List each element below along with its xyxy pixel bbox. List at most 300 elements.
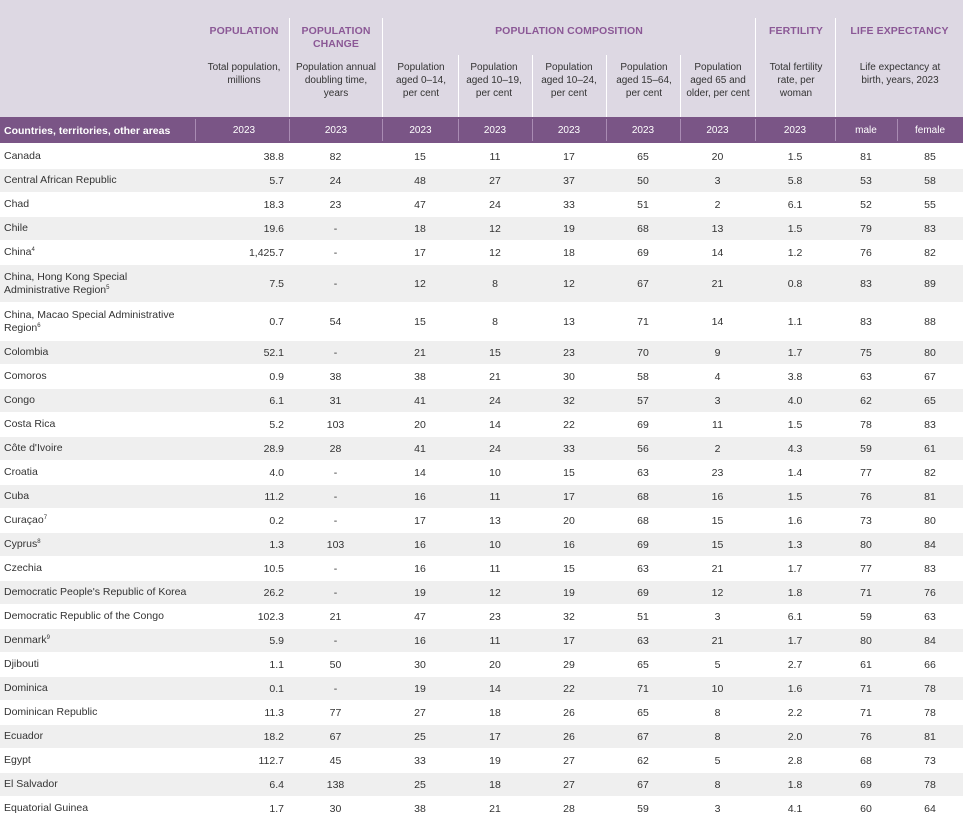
- life-expectancy-male-cell: 59: [835, 437, 897, 461]
- aged-15-64-cell: 58: [606, 365, 680, 389]
- divider: [680, 119, 681, 141]
- aged-65-cell: 9: [680, 341, 755, 365]
- aged-65-cell: 13: [680, 217, 755, 241]
- country-name: Cuba: [4, 490, 30, 502]
- country-cell: [0, 413, 195, 437]
- life-expectancy-male-cell: 77: [835, 461, 897, 485]
- country-cell: [0, 365, 195, 389]
- aged-10-19-cell: 8: [458, 265, 532, 303]
- aged-65-cell: 23: [680, 461, 755, 485]
- aged-15-64-cell: 70: [606, 341, 680, 365]
- aged-15-64-cell: 63: [606, 629, 680, 653]
- table-row: [0, 365, 963, 389]
- aged-10-24-cell: 27: [532, 773, 606, 797]
- fertility-rate-cell: 0.8: [755, 265, 835, 303]
- life-expectancy-female-cell: 66: [897, 653, 963, 677]
- aged-0-14-cell: 16: [382, 557, 458, 581]
- population-cell: 112.7: [195, 749, 289, 773]
- group-life-expectancy: LIFE EXPECTANCY: [850, 25, 949, 37]
- doubling-time-cell: 77: [289, 701, 382, 725]
- country-name: Chad: [4, 198, 30, 210]
- aged-65-cell: 5: [680, 749, 755, 773]
- life-expectancy-male-cell: 52: [835, 193, 897, 217]
- doubling-time-cell: 28: [289, 437, 382, 461]
- aged-65-cell: 3: [680, 169, 755, 193]
- fertility-rate-cell: 4.3: [755, 437, 835, 461]
- population-cell: 0.7: [195, 303, 289, 341]
- table-row: [0, 653, 963, 677]
- life-expectancy-female-cell: 78: [897, 677, 963, 701]
- aged-15-64-cell: 56: [606, 437, 680, 461]
- table-row: [0, 169, 963, 193]
- country-cell: [0, 797, 195, 821]
- aged-15-64-cell: 69: [606, 241, 680, 265]
- aged-65-cell: 16: [680, 485, 755, 509]
- divider: [680, 55, 681, 117]
- fertility-rate-cell: 1.5: [755, 413, 835, 437]
- aged-0-14-cell: 25: [382, 725, 458, 749]
- aged-0-14-cell: 48: [382, 169, 458, 193]
- aged-10-24-cell: 32: [532, 389, 606, 413]
- population-cell: 10.5: [195, 557, 289, 581]
- life-expectancy-female-cell: 81: [897, 485, 963, 509]
- country-name: Czechia: [4, 562, 42, 574]
- doubling-time-cell: 82: [289, 145, 382, 169]
- life-expectancy-female-cell: 82: [897, 461, 963, 485]
- doubling-time-cell: -: [289, 629, 382, 653]
- aged-10-19-cell: 27: [458, 169, 532, 193]
- table-row: [0, 509, 963, 533]
- country-cell: [0, 437, 195, 461]
- footnote-marker: 6: [37, 322, 41, 329]
- aged-15-64-cell: 71: [606, 303, 680, 341]
- life-expectancy-male-cell: 71: [835, 581, 897, 605]
- divider: [835, 18, 836, 117]
- divider: [606, 119, 607, 141]
- column-year-bar: [0, 117, 963, 143]
- aged-15-64-cell: 57: [606, 389, 680, 413]
- aged-65-cell: 14: [680, 303, 755, 341]
- aged-15-64-cell: 65: [606, 653, 680, 677]
- country-cell: [0, 653, 195, 677]
- population-cell: 7.5: [195, 265, 289, 303]
- year-label: 2023: [232, 125, 256, 136]
- country-name: Costa Rica: [4, 418, 56, 430]
- table-row: [0, 749, 963, 773]
- country-cell: [0, 169, 195, 193]
- life-expectancy-male-cell: 83: [835, 265, 897, 303]
- country-name: Ecuador: [4, 730, 44, 742]
- country-name: China: [4, 246, 32, 258]
- doubling-time-cell: 24: [289, 169, 382, 193]
- life-expectancy-male-cell: 68: [835, 749, 897, 773]
- life-expectancy-male-cell: 76: [835, 725, 897, 749]
- divider: [289, 18, 290, 117]
- aged-15-64-cell: 68: [606, 217, 680, 241]
- subhead-aged-10-24: Population aged 10–24, per cent: [541, 62, 597, 99]
- population-cell: 1,425.7: [195, 241, 289, 265]
- aged-10-24-cell: 33: [532, 437, 606, 461]
- divider: [382, 18, 383, 117]
- life-expectancy-male-cell: 83: [835, 303, 897, 341]
- country-cell: [0, 749, 195, 773]
- fertility-rate-cell: 1.1: [755, 303, 835, 341]
- aged-65-cell: 10: [680, 677, 755, 701]
- divider: [289, 119, 290, 141]
- data-table: [0, 145, 963, 821]
- aged-65-cell: 21: [680, 629, 755, 653]
- group-population: POPULATION: [209, 25, 279, 37]
- divider: [835, 119, 836, 141]
- year-label: 2023: [483, 125, 507, 136]
- aged-10-24-cell: 19: [532, 581, 606, 605]
- aged-0-14-cell: 47: [382, 605, 458, 629]
- doubling-time-cell: -: [289, 217, 382, 241]
- fertility-rate-cell: 1.5: [755, 485, 835, 509]
- table-row: [0, 701, 963, 725]
- subhead-doubling-time: Population annual doubling time, years: [295, 62, 377, 99]
- life-expectancy-female-cell: 67: [897, 365, 963, 389]
- table-row: [0, 241, 963, 265]
- aged-65-cell: 2: [680, 193, 755, 217]
- life-expectancy-female-cell: 81: [897, 725, 963, 749]
- aged-0-14-cell: 30: [382, 653, 458, 677]
- aged-0-14-cell: 33: [382, 749, 458, 773]
- group-fertility: FERTILITY: [769, 25, 823, 37]
- doubling-time-cell: -: [289, 241, 382, 265]
- life-expectancy-female-cell: 83: [897, 413, 963, 437]
- aged-10-19-cell: 13: [458, 509, 532, 533]
- country-name: Cyprus: [4, 538, 38, 550]
- aged-10-19-cell: 24: [458, 437, 532, 461]
- life-expectancy-male-cell: 80: [835, 629, 897, 653]
- country-name: Democratic People's Republic of Korea: [4, 586, 187, 598]
- country-cell: [0, 341, 195, 365]
- country-name: China, Hong Kong Special Administrative Region: [4, 270, 128, 296]
- population-cell: 11.3: [195, 701, 289, 725]
- aged-65-cell: 15: [680, 533, 755, 557]
- aged-0-14-cell: 15: [382, 145, 458, 169]
- doubling-time-cell: 54: [289, 303, 382, 341]
- life-expectancy-female-cell: 82: [897, 241, 963, 265]
- fertility-rate-cell: 3.8: [755, 365, 835, 389]
- table-row: [0, 461, 963, 485]
- aged-15-64-cell: 63: [606, 557, 680, 581]
- aged-10-24-cell: 33: [532, 193, 606, 217]
- life-expectancy-female-cell: 63: [897, 605, 963, 629]
- aged-10-19-cell: 10: [458, 533, 532, 557]
- country-name: Comoros: [4, 370, 47, 382]
- aged-10-24-cell: 27: [532, 749, 606, 773]
- country-cell: [0, 533, 195, 557]
- life-expectancy-female-cell: 61: [897, 437, 963, 461]
- table-row: [0, 773, 963, 797]
- aged-0-14-cell: 25: [382, 773, 458, 797]
- country-cell: [0, 217, 195, 241]
- country-cell: [0, 725, 195, 749]
- population-cell: 18.3: [195, 193, 289, 217]
- fertility-rate-cell: 1.5: [755, 217, 835, 241]
- footnote-marker: 4: [31, 247, 35, 253]
- aged-10-19-cell: 10: [458, 461, 532, 485]
- population-cell: 0.2: [195, 509, 289, 533]
- aged-0-14-cell: 19: [382, 677, 458, 701]
- aged-15-64-cell: 67: [606, 265, 680, 303]
- aged-65-cell: 5: [680, 653, 755, 677]
- population-cell: 1.3: [195, 533, 289, 557]
- fertility-rate-cell: 2.2: [755, 701, 835, 725]
- table-row: [0, 581, 963, 605]
- population-cell: 6.1: [195, 389, 289, 413]
- aged-10-19-cell: 14: [458, 413, 532, 437]
- group-population-change: POPULATION CHANGE: [301, 25, 371, 50]
- life-expectancy-female-cell: 85: [897, 145, 963, 169]
- aged-10-19-cell: 15: [458, 341, 532, 365]
- life-expectancy-male-cell: 53: [835, 169, 897, 193]
- aged-10-24-cell: 15: [532, 461, 606, 485]
- population-cell: 102.3: [195, 605, 289, 629]
- footnote-marker: 5: [106, 284, 110, 291]
- doubling-time-cell: 38: [289, 365, 382, 389]
- fertility-rate-cell: 1.4: [755, 461, 835, 485]
- country-name: Egypt: [4, 754, 31, 766]
- footnote-marker: 8: [37, 539, 41, 545]
- aged-15-64-cell: 62: [606, 749, 680, 773]
- aged-10-19-cell: 20: [458, 653, 532, 677]
- life-expectancy-male-cell: 69: [835, 773, 897, 797]
- divider: [755, 18, 756, 117]
- aged-10-24-cell: 22: [532, 677, 606, 701]
- country-name: Chile: [4, 222, 28, 234]
- country-name: Curaçao: [4, 514, 44, 526]
- fertility-rate-cell: 5.8: [755, 169, 835, 193]
- aged-10-19-cell: 23: [458, 605, 532, 629]
- aged-10-24-cell: 18: [532, 241, 606, 265]
- life-expectancy-female-cell: 89: [897, 265, 963, 303]
- population-cell: 1.7: [195, 797, 289, 821]
- aged-10-24-cell: 19: [532, 217, 606, 241]
- country-cell: [0, 389, 195, 413]
- year-label: 2023: [409, 125, 432, 136]
- aged-65-cell: 8: [680, 701, 755, 725]
- life-expectancy-male-cell: 81: [835, 145, 897, 169]
- table-row: [0, 217, 963, 241]
- aged-10-19-cell: 19: [458, 749, 532, 773]
- countries-column-label: Countries, territories, other areas: [4, 125, 171, 137]
- subhead-aged-10-19: Population aged 10–19, per cent: [466, 62, 522, 99]
- population-cell: 5.9: [195, 629, 289, 653]
- subhead-aged-0-14: Population aged 0–14, per cent: [395, 62, 447, 99]
- fertility-rate-cell: 1.7: [755, 629, 835, 653]
- country-name: El Salvador: [4, 778, 58, 790]
- subhead-aged-15-64: Population aged 15–64, per cent: [616, 62, 672, 99]
- life-expectancy-female-cell: 80: [897, 341, 963, 365]
- population-cell: 26.2: [195, 581, 289, 605]
- divider: [458, 55, 459, 117]
- aged-0-14-cell: 20: [382, 413, 458, 437]
- population-cell: 0.1: [195, 677, 289, 701]
- country-cell: [0, 773, 195, 797]
- life-expectancy-male-cell: 63: [835, 365, 897, 389]
- life-expectancy-female-cell: 83: [897, 217, 963, 241]
- life-expectancy-female-cell: 88: [897, 303, 963, 341]
- population-cell: 19.6: [195, 217, 289, 241]
- country-cell: [0, 303, 195, 341]
- population-cell: 0.9: [195, 365, 289, 389]
- aged-0-14-cell: 19: [382, 581, 458, 605]
- aged-10-19-cell: 12: [458, 241, 532, 265]
- doubling-time-cell: 138: [289, 773, 382, 797]
- male-label: male: [855, 125, 877, 136]
- doubling-time-cell: 50: [289, 653, 382, 677]
- divider: [458, 119, 459, 141]
- doubling-time-cell: 30: [289, 797, 382, 821]
- aged-65-cell: 15: [680, 509, 755, 533]
- aged-10-19-cell: 14: [458, 677, 532, 701]
- country-cell: [0, 605, 195, 629]
- fertility-rate-cell: 2.0: [755, 725, 835, 749]
- population-cell: 1.1: [195, 653, 289, 677]
- aged-15-64-cell: 71: [606, 677, 680, 701]
- aged-10-19-cell: 11: [458, 145, 532, 169]
- aged-15-64-cell: 63: [606, 461, 680, 485]
- country-cell: [0, 265, 195, 303]
- footnote-marker: 9: [46, 635, 50, 641]
- life-expectancy-male-cell: 71: [835, 701, 897, 725]
- aged-0-14-cell: 21: [382, 341, 458, 365]
- aged-0-14-cell: 38: [382, 797, 458, 821]
- fertility-rate-cell: 2.7: [755, 653, 835, 677]
- aged-15-64-cell: 69: [606, 533, 680, 557]
- table-row: [0, 145, 963, 169]
- doubling-time-cell: -: [289, 581, 382, 605]
- aged-0-14-cell: 16: [382, 629, 458, 653]
- fertility-rate-cell: 1.6: [755, 677, 835, 701]
- aged-15-64-cell: 50: [606, 169, 680, 193]
- aged-10-24-cell: 28: [532, 797, 606, 821]
- aged-65-cell: 2: [680, 437, 755, 461]
- aged-65-cell: 21: [680, 557, 755, 581]
- fertility-rate-cell: 1.8: [755, 581, 835, 605]
- aged-10-24-cell: 20: [532, 509, 606, 533]
- life-expectancy-female-cell: 55: [897, 193, 963, 217]
- aged-65-cell: 14: [680, 241, 755, 265]
- country-cell: [0, 581, 195, 605]
- population-cell: 52.1: [195, 341, 289, 365]
- aged-10-24-cell: 26: [532, 725, 606, 749]
- country-cell: [0, 557, 195, 581]
- population-cell: 28.9: [195, 437, 289, 461]
- doubling-time-cell: -: [289, 677, 382, 701]
- table-row: [0, 557, 963, 581]
- aged-10-24-cell: 15: [532, 557, 606, 581]
- aged-0-14-cell: 14: [382, 461, 458, 485]
- table-row: [0, 413, 963, 437]
- life-expectancy-female-cell: 73: [897, 749, 963, 773]
- divider: [897, 119, 898, 141]
- life-expectancy-male-cell: 76: [835, 485, 897, 509]
- table-row: [0, 303, 963, 341]
- aged-65-cell: 3: [680, 797, 755, 821]
- aged-0-14-cell: 27: [382, 701, 458, 725]
- aged-0-14-cell: 41: [382, 437, 458, 461]
- country-cell: [0, 145, 195, 169]
- life-expectancy-female-cell: 58: [897, 169, 963, 193]
- year-label: 2023: [706, 125, 729, 136]
- doubling-time-cell: 67: [289, 725, 382, 749]
- fertility-rate-cell: 1.3: [755, 533, 835, 557]
- table-row: [0, 193, 963, 217]
- aged-10-19-cell: 11: [458, 629, 532, 653]
- table-row: [0, 605, 963, 629]
- country-name: Côte d'Ivoire: [4, 442, 63, 454]
- table-row: [0, 341, 963, 365]
- aged-15-64-cell: 65: [606, 145, 680, 169]
- population-cell: 4.0: [195, 461, 289, 485]
- aged-15-64-cell: 69: [606, 581, 680, 605]
- aged-10-19-cell: 17: [458, 725, 532, 749]
- divider: [382, 119, 383, 141]
- country-name: Canada: [4, 150, 41, 162]
- aged-10-24-cell: 17: [532, 629, 606, 653]
- population-cell: 5.2: [195, 413, 289, 437]
- year-label: 2023: [324, 125, 348, 136]
- aged-10-19-cell: 24: [458, 193, 532, 217]
- aged-10-24-cell: 26: [532, 701, 606, 725]
- aged-15-64-cell: 51: [606, 193, 680, 217]
- life-expectancy-female-cell: 83: [897, 557, 963, 581]
- aged-10-24-cell: 13: [532, 303, 606, 341]
- divider: [755, 119, 756, 141]
- life-expectancy-female-cell: 84: [897, 629, 963, 653]
- table-row: [0, 677, 963, 701]
- aged-10-24-cell: 12: [532, 265, 606, 303]
- doubling-time-cell: -: [289, 341, 382, 365]
- aged-0-14-cell: 18: [382, 217, 458, 241]
- country-name: Congo: [4, 394, 35, 406]
- aged-65-cell: 8: [680, 773, 755, 797]
- female-label: female: [914, 125, 945, 136]
- fertility-rate-cell: 4.1: [755, 797, 835, 821]
- fertility-rate-cell: 1.6: [755, 509, 835, 533]
- aged-65-cell: 3: [680, 605, 755, 629]
- footnote-marker: 7: [43, 515, 48, 521]
- life-expectancy-female-cell: 78: [897, 701, 963, 725]
- fertility-rate-cell: 1.2: [755, 241, 835, 265]
- aged-15-64-cell: 69: [606, 413, 680, 437]
- aged-0-14-cell: 17: [382, 241, 458, 265]
- aged-10-19-cell: 12: [458, 581, 532, 605]
- fertility-rate-cell: 2.8: [755, 749, 835, 773]
- doubling-time-cell: -: [289, 461, 382, 485]
- year-label: 2023: [783, 125, 807, 136]
- doubling-time-cell: 23: [289, 193, 382, 217]
- country-name: Denmark: [4, 634, 47, 646]
- aged-10-19-cell: 24: [458, 389, 532, 413]
- country-name: China, Macao Special Administrative Region: [4, 308, 175, 334]
- doubling-time-cell: 103: [289, 413, 382, 437]
- doubling-time-cell: 103: [289, 533, 382, 557]
- divider: [195, 119, 196, 141]
- aged-0-14-cell: 47: [382, 193, 458, 217]
- aged-0-14-cell: 38: [382, 365, 458, 389]
- life-expectancy-male-cell: 80: [835, 533, 897, 557]
- population-cell: 5.7: [195, 169, 289, 193]
- population-cell: 6.4: [195, 773, 289, 797]
- fertility-rate-cell: 1.7: [755, 341, 835, 365]
- aged-65-cell: 12: [680, 581, 755, 605]
- life-expectancy-male-cell: 71: [835, 677, 897, 701]
